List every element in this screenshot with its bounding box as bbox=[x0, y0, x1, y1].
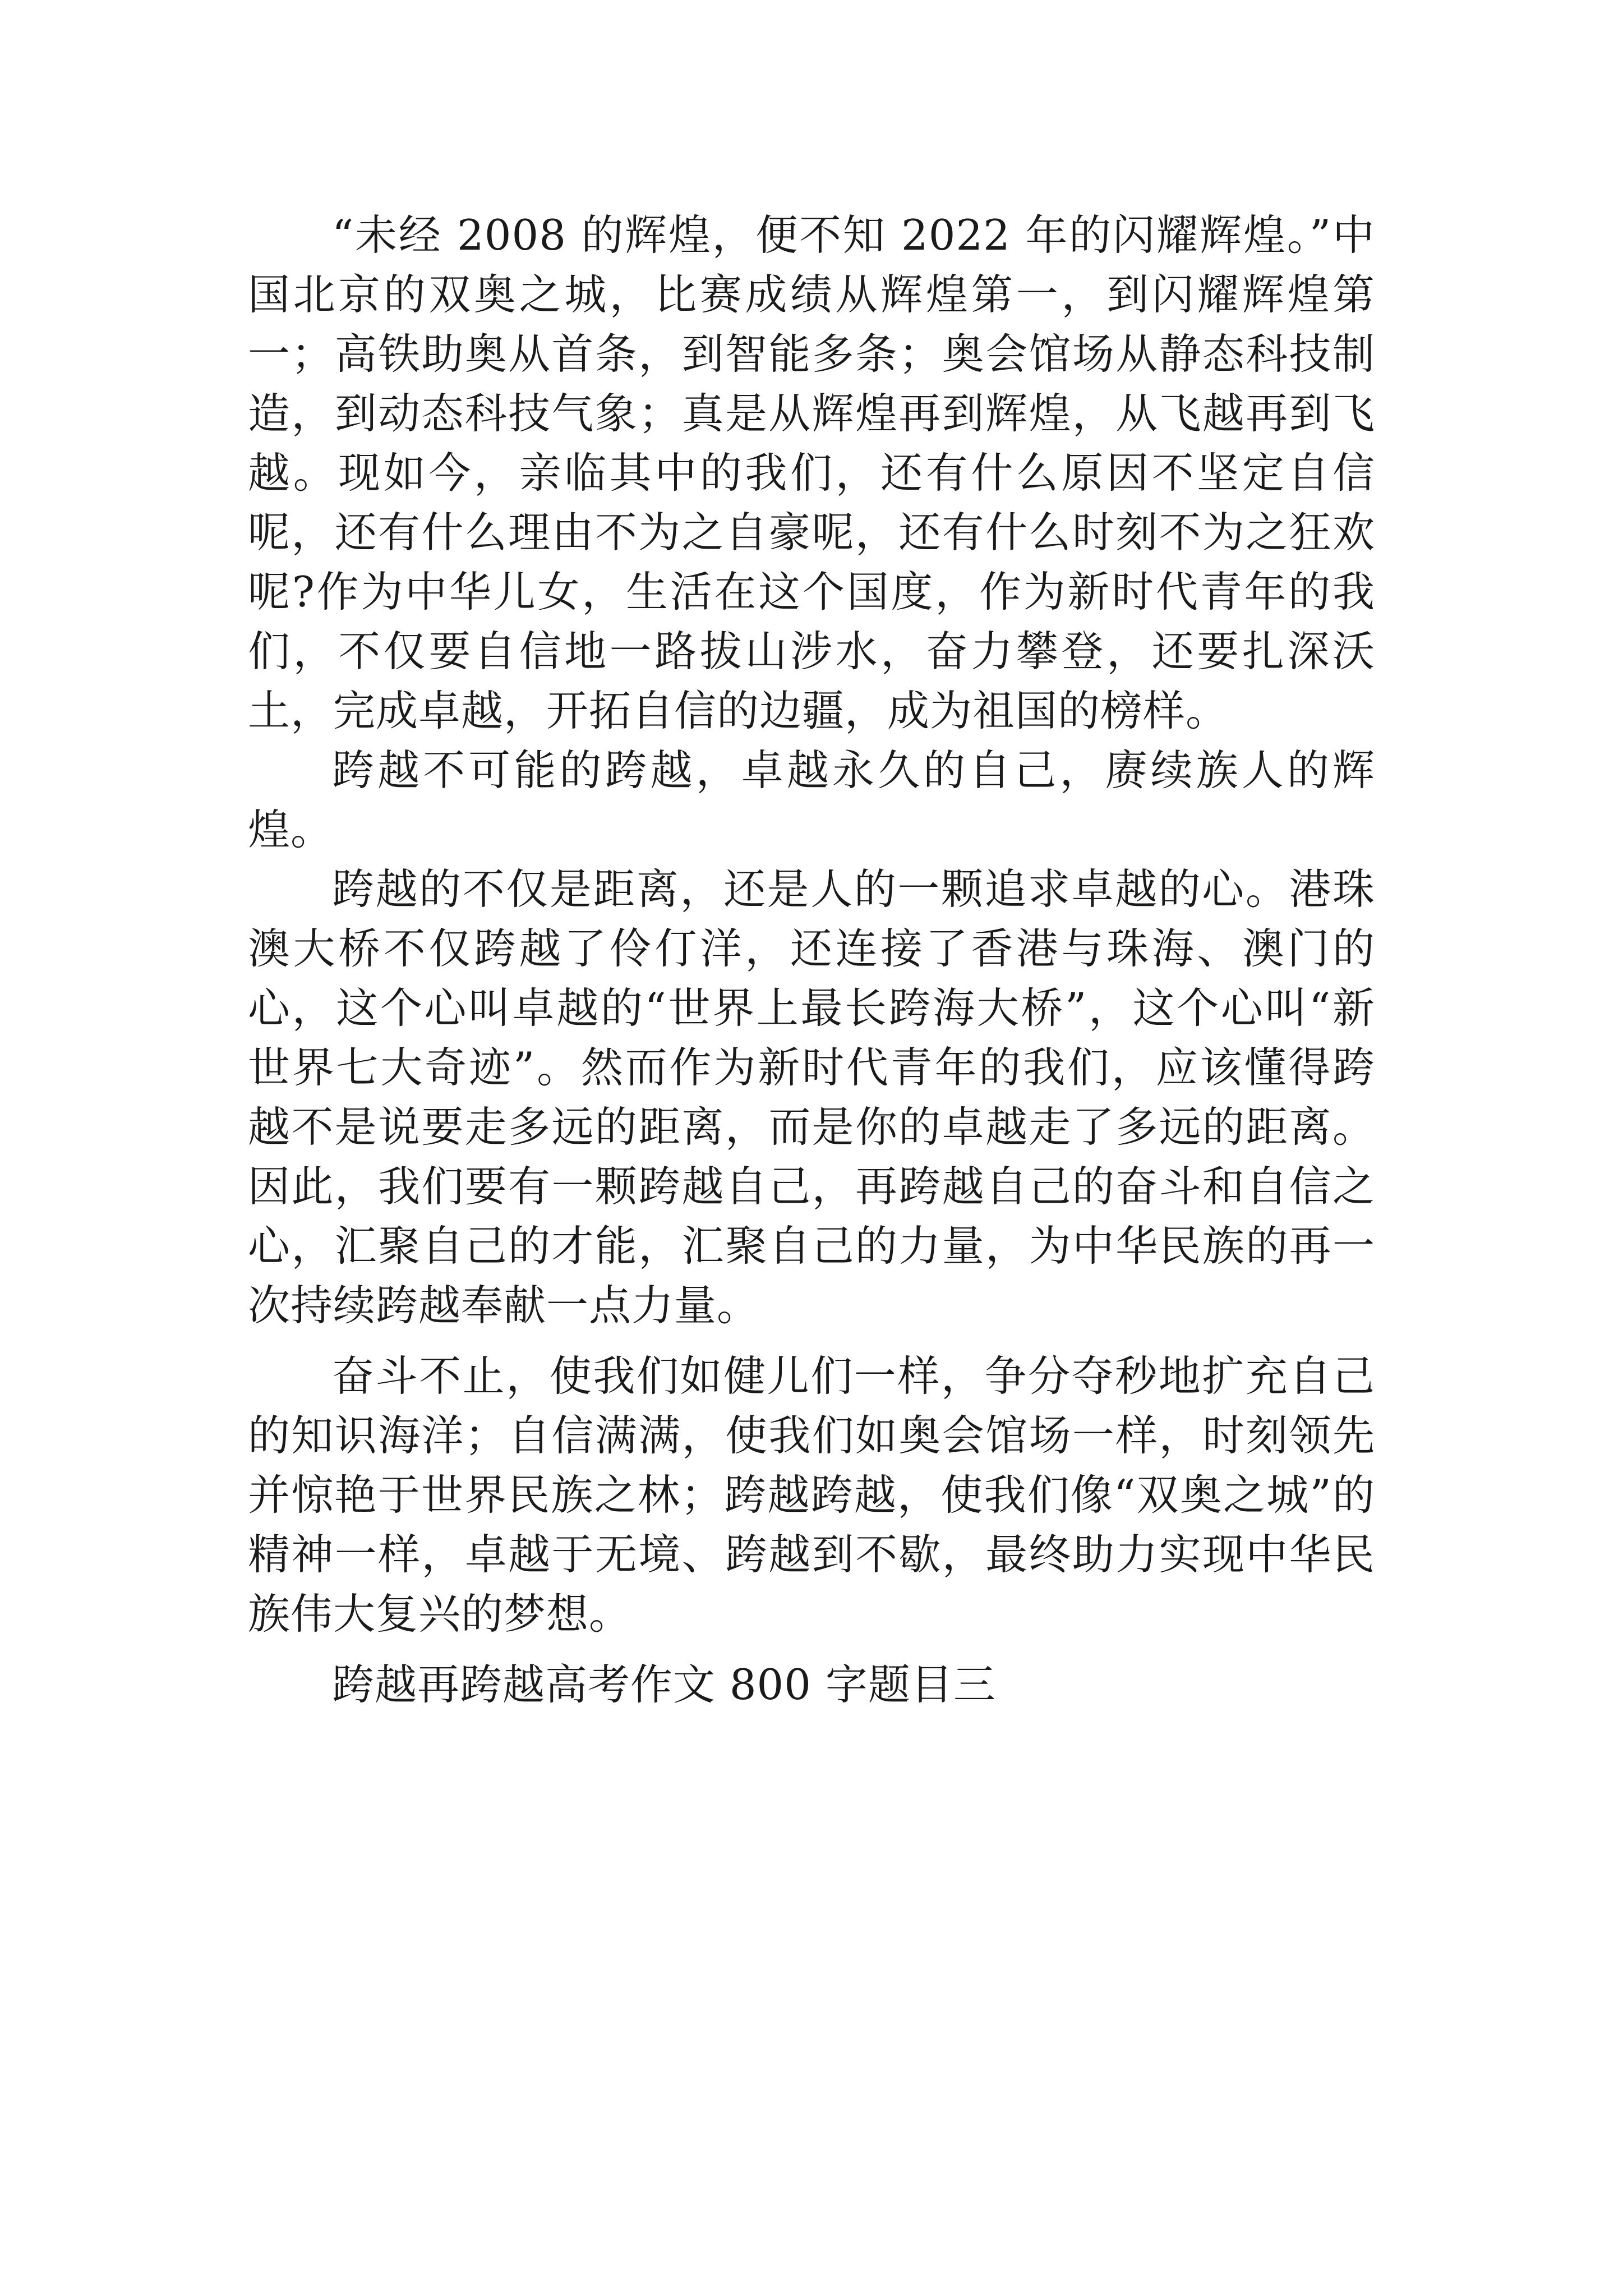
paragraph-4: 奋斗不止，使我们如健儿们一样，争分夺秒地扩充自己的知识海洋；自信满满，使我们如奥会馆场一样，时刻领先并惊艳于世界民族之林；跨越跨越，使我们像“双奥之城”的精神一样，卓越于无境、跨越到不歇，最终助力实现中华民族伟大复兴的梦想。 bbox=[248, 1351, 1375, 1639]
paragraph-1: “未经 2008 的辉煌，便不知 2022 年的闪耀辉煌。”中国北京的双奥之城，比赛成绩从辉煌第一，到闪耀辉煌第一；高铁助奥从首条，到智能多条；奥会馆场从静态科技制造，到动态科技气象；真是从辉煌再到辉煌，从飞越再到飞越。现如今，亲临其中的我们，还有什么原因不坚定自信呢，还有什么理由不为之自豪呢，还有什么时刻不为之狂欢呢?作为中华儿女，生活在这个国度，作为新时代青年的我们，不仅要自信地一路拔山涉水，奋力攀登，还要扎深沃土，完成卓越，开拓自信的边疆，成为祖国的榜样。 bbox=[248, 210, 1375, 735]
section-heading: 跨越再跨越高考作文 800 字题目三 bbox=[332, 1660, 996, 1709]
essay-body bbox=[248, 205, 1375, 1714]
paragraph-2: 跨越不可能的跨越，卓越永久的自己，赓续族人的辉煌。 bbox=[248, 746, 1375, 854]
paragraph-3: 跨越的不仅是距离，还是人的一颗追求卓越的心。港珠澳大桥不仅跨越了伶仃洋，还连接了香港与珠海、澳门的心，这个心叫卓越的“世界上最长跨海大桥”，这个心叫“新世界七大奇迹”。然而作为新时代青年的我们，应该懂得跨越不是说要走多远的距离，而是你的卓越走了多远的距离。因此，我们要有一颗跨越自己，再跨越自己的奋斗和自信之心，汇聚自己的才能，汇聚自己的力量，为中华民族的再一次持续跨越奉献一点力量。 bbox=[248, 864, 1375, 1330]
